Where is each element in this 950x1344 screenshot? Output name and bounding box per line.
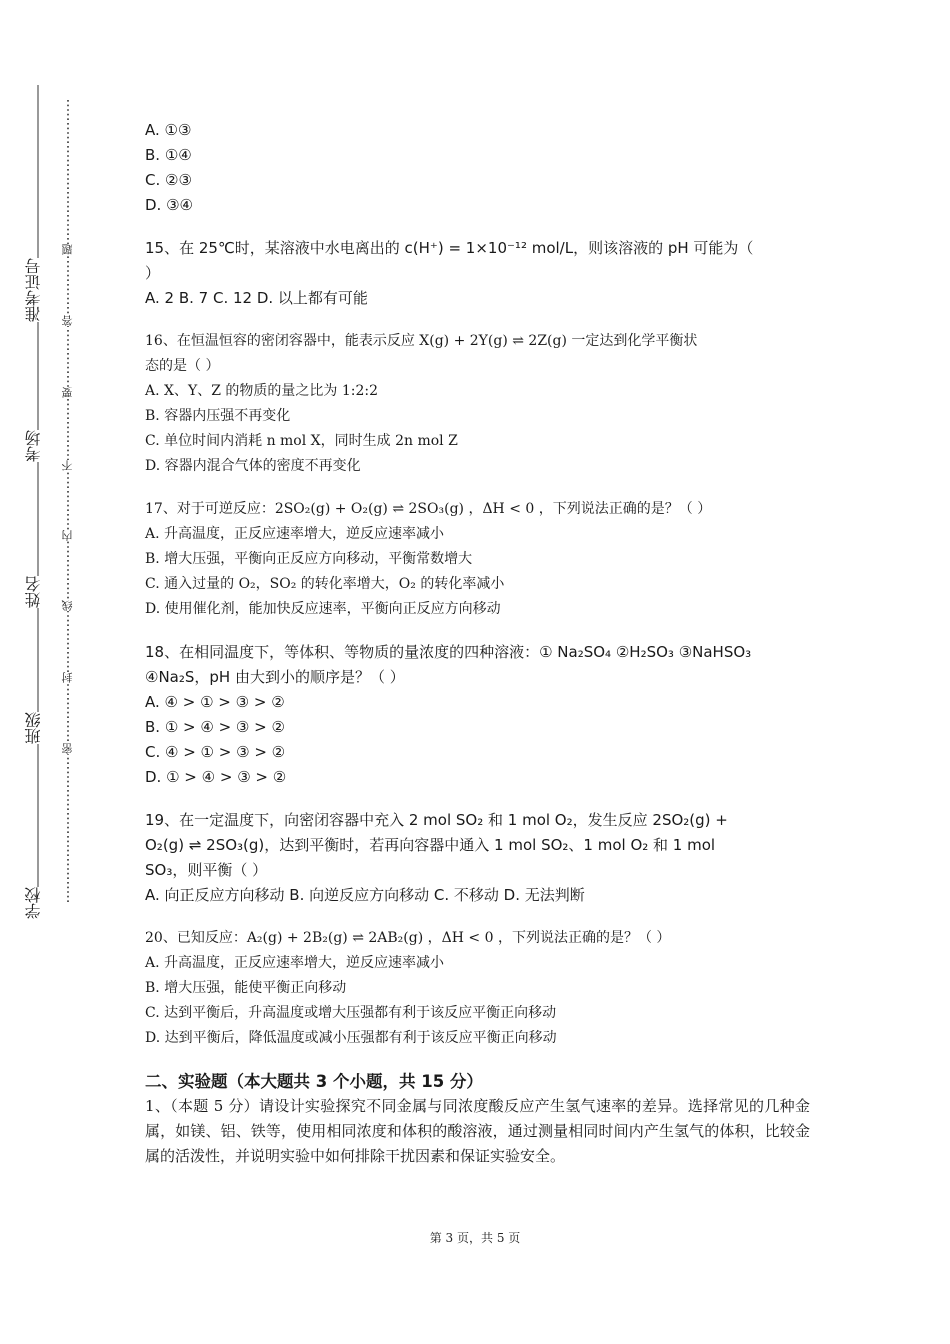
margin-label-exam-room: 考场 <box>22 430 46 462</box>
option: D. ① > ④ > ③ > ② <box>145 768 287 786</box>
question-stem: ） <box>145 264 161 282</box>
question-stem: 15、在 25℃时，某溶液中水电离出的 c(H⁺) = 1×10⁻¹² mol/L，则该溶液的 pH 可能为（ <box>145 239 754 257</box>
question-stem: 18、在相同温度下，等体积、等物质的量浓度的四种溶液：① Na₂SO₄ ②H₂SO₃ ③NaHSO₃ <box>145 643 752 661</box>
option: A. ①③ <box>145 121 192 139</box>
option: D. 使用催化剂，能加快反应速率，平衡向正反应方向移动 <box>145 601 501 617</box>
seal-word: 题 <box>61 244 74 255</box>
experiment-question-1: 1、（本题 5 分）请设计实验探究不同金属与同浓度酸反应产生氢气速率的差异。选择常见的几种金属，如镁、铝、铁等，使用相同浓度和体积的酸溶液，通过测量相同时间内产生氢气的体积，比较金属的活泼性，并说明实验中如何排除干扰因素和保证实验安全。 <box>145 1097 810 1165</box>
option: B. 增大压强，能使平衡正向移动 <box>145 980 347 996</box>
question-15 <box>145 236 810 311</box>
question-stem: 20、已知反应：A₂(g) + 2B₂(g) ⇌ 2AB₂(g) ，ΔH < 0 ，下列说法正确的是？（ ） <box>145 930 671 946</box>
option: C. 达到平衡后，升高温度或增大压强都有利于该反应平衡正向移动 <box>145 1005 557 1021</box>
question-stem: SO₃，则平衡（ ） <box>145 861 268 879</box>
margin-label-exam-number: 准考证号 <box>22 258 46 322</box>
question-14-options <box>145 118 810 218</box>
question-stem: 16、在恒温恒容的密闭容器中，能表示反应 X(g) + 2Y(g) ⇌ 2Z(g) 一定达到化学平衡状 <box>145 333 698 349</box>
options-line: A. 2 B. 7 C. 12 D. 以上都有可能 <box>145 289 368 307</box>
binding-margin <box>0 0 110 1344</box>
question-stem: 17、对于可逆反应：2SO₂(g) + O₂(g) ⇌ 2SO₃(g) ，ΔH < 0 ，下列说法正确的是？（ ） <box>145 501 712 517</box>
option: B. 容器内压强不再变化 <box>145 408 291 424</box>
seal-word: 封 <box>61 672 74 683</box>
option: A. ④ > ① > ③ > ② <box>145 693 285 711</box>
option: B. 增大压强，平衡向正反应方向移动，平衡常数增大 <box>145 551 473 567</box>
option: D. 达到平衡后，降低温度或减小压强都有利于该反应平衡正向移动 <box>145 1030 557 1046</box>
options-line: A. 向正反应方向移动 B. 向逆反应方向移动 C. 不移动 D. 无法判断 <box>145 886 585 904</box>
option: C. 通入过量的 O₂，SO₂ 的转化率增大，O₂ 的转化率减小 <box>145 576 505 592</box>
option: C. ②③ <box>145 171 192 189</box>
option: B. ①④ <box>145 146 192 164</box>
seal-word: 线 <box>61 600 74 611</box>
question-19 <box>145 808 810 908</box>
option: A. X、Y、Z 的物质的量之比为 1:2:2 <box>145 383 379 399</box>
question-18 <box>145 640 810 790</box>
question-stem: O₂(g) ⇌ 2SO₃(g)，达到平衡时，若再向容器中通入 1 mol SO₂、1 mol O₂ 和 1 mol <box>145 836 716 854</box>
section-title: 二、实验题（本大题共 3 个小题，共 15 分） <box>145 1072 483 1091</box>
margin-label-school: 学校 <box>22 887 46 919</box>
question-stem: 19、在一定温度下，向密闭容器中充入 2 mol SO₂ 和 1 mol O₂，发生反应 2SO₂(g) + <box>145 811 728 829</box>
option: A. 升高温度，正反应速率增大，逆反应速率减小 <box>145 955 445 971</box>
seal-word: 不 <box>61 460 74 471</box>
margin-label-name: 姓名 <box>22 576 46 608</box>
question-20 <box>145 926 810 1051</box>
option: D. 容器内混合气体的密度不再变化 <box>145 458 361 474</box>
seal-word: 要 <box>61 387 74 398</box>
option: A. 升高温度，正反应速率增大，逆反应速率减小 <box>145 526 445 542</box>
question-16 <box>145 329 810 479</box>
seal-word: 内 <box>61 530 74 541</box>
page-footer: 第 3 页，共 5 页 <box>429 1231 521 1245</box>
question-stem: 态的是（ ） <box>145 358 220 374</box>
option: D. ③④ <box>145 196 193 214</box>
question-17 <box>145 497 810 622</box>
option: C. 单位时间内消耗 n mol X，同时生成 2n mol Z <box>145 433 458 449</box>
seal-word: 答 <box>61 315 74 326</box>
question-content <box>145 118 810 1169</box>
margin-label-class: 班级 <box>22 712 46 744</box>
question-stem: ④Na₂S，pH 由大到小的顺序是？（ ） <box>145 668 405 686</box>
seal-word: 密 <box>61 743 74 754</box>
option: C. ④ > ① > ③ > ② <box>145 743 286 761</box>
option: B. ① > ④ > ③ > ② <box>145 718 285 736</box>
